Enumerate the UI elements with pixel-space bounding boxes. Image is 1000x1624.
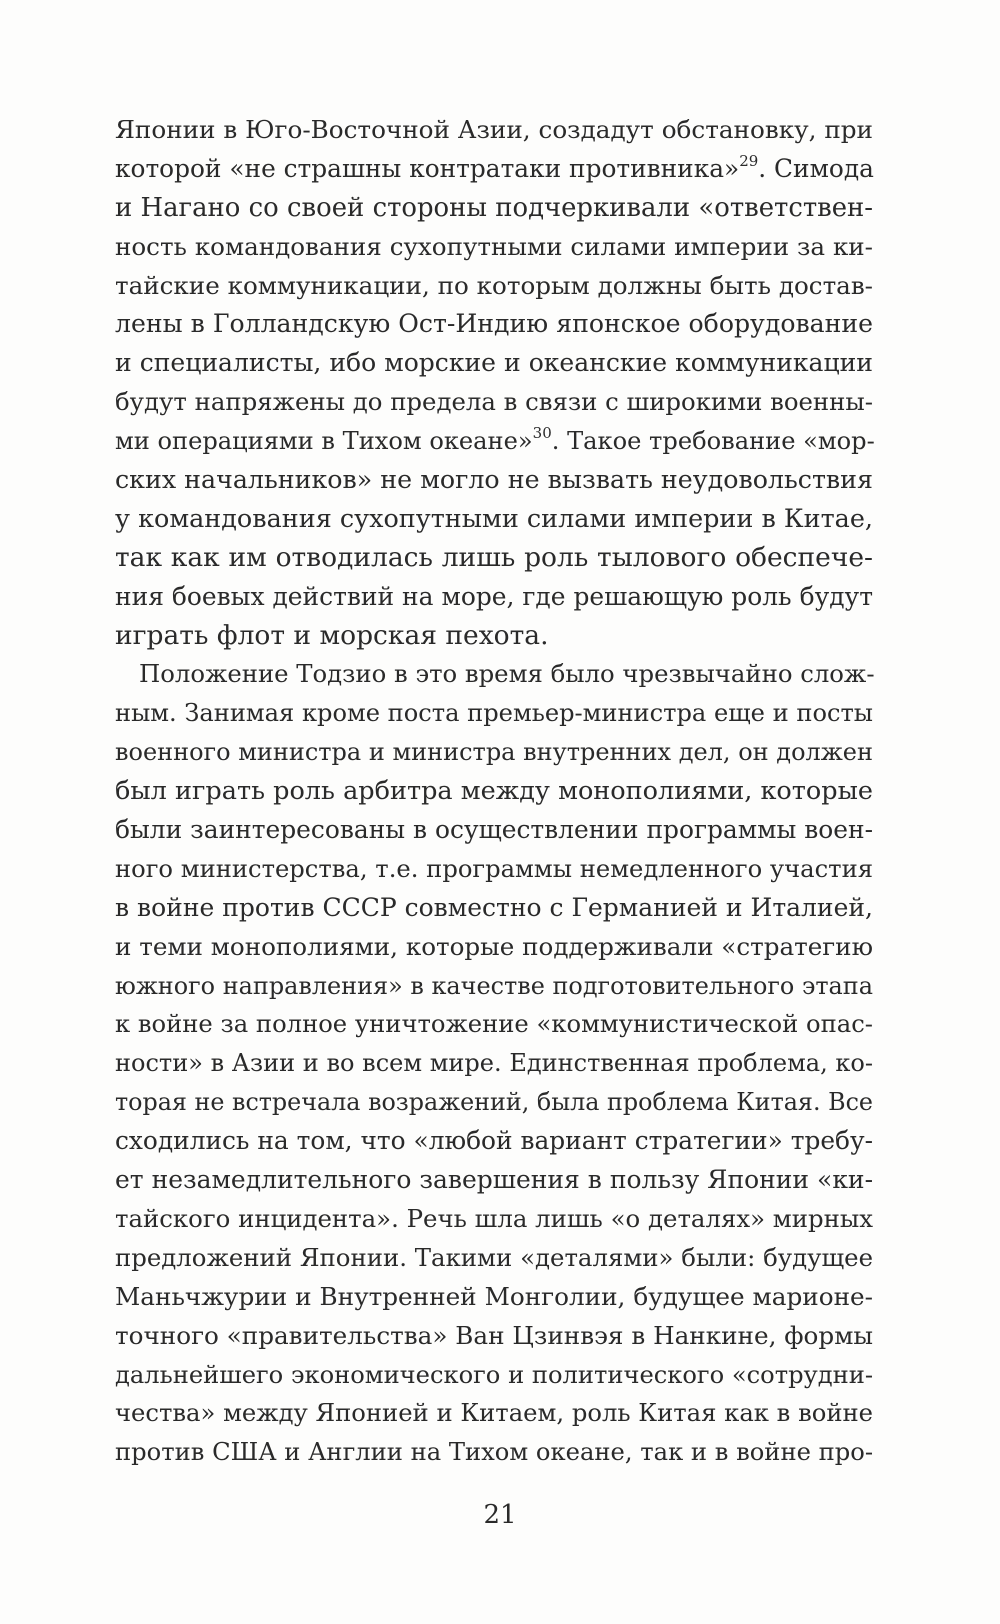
- text-line: ного министерства, т.е. программы немедленного участия: [115, 854, 873, 883]
- text-line: ности» в Азии и во всем мире. Единственная проблема, ко-: [115, 1049, 873, 1078]
- text-fragment: . Симода: [758, 153, 874, 183]
- text-line: Маньчжурии и Внутренней Монголии, будущее марионе-: [115, 1281, 873, 1311]
- text-line: и теми монополиями, которые поддерживали «стратегию: [115, 931, 873, 961]
- text-line: и специалисты, ибо морские и океанские коммуникации: [115, 348, 873, 378]
- text-line: так как им отводилась лишь роль тылового обеспече-: [115, 541, 873, 573]
- text-line: и Нагано со своей стороны подчеркивали «ответствен-: [115, 192, 873, 223]
- text-line: сходились на том, что «любой вариант стратегии» требу-: [115, 1126, 873, 1156]
- text-line: играть флот и морская пехота.: [115, 619, 549, 651]
- text-line: тайского инцидента». Речь шла лишь «о деталях» мирных: [115, 1203, 873, 1233]
- text-line: ет незамедлительного завершения в пользу Японии «ки-: [115, 1165, 873, 1195]
- text-line: был играть роль арбитра между монополиями, которые: [115, 776, 873, 807]
- text-line: [115, 422, 873, 461]
- text-fragment: которой «не страшны контратаки противника»: [115, 153, 740, 183]
- text-fragment: ми операциями в Тихом океане»: [115, 427, 533, 456]
- text-line: против США и Англии на Тихом океане, так и в войне про-: [115, 1438, 873, 1467]
- text-line: в войне против СССР совместно с Германией и Италией,: [115, 892, 873, 922]
- text-line: чества» между Японией и Китаем, роль Китая как в войне: [115, 1398, 873, 1428]
- text-line: тайские коммуникации, по которым должны быть достав-: [115, 270, 873, 300]
- page-number: 21: [483, 1500, 517, 1530]
- text-line: ным. Занимая кроме поста премьер-министра еще и посты: [115, 699, 873, 728]
- body-text: [115, 111, 873, 1472]
- text-line: торая не встречала возражений, была проблема Китая. Все: [115, 1088, 873, 1117]
- text-line: к войне за полное уничтожение «коммунистической опас-: [115, 1009, 873, 1039]
- text-line: Японии в Юго-Восточной Азии, создадут обстановку, при: [115, 115, 873, 144]
- text-fragment: . Такое требование «мор-: [551, 427, 875, 456]
- text-line: точного «правительства» Ван Цзинвэя в Нанкине, формы: [115, 1320, 873, 1350]
- text-line: южного направления» в качестве подготовительного этапа: [115, 971, 873, 1000]
- text-line: ния боевых действий на море, где решающую роль будут: [115, 581, 873, 611]
- text-line: дальнейшего экономического и политического «сотрудни-: [115, 1360, 873, 1389]
- footnote-reference: 30: [532, 424, 552, 443]
- text-line: у командования сухопутными силами империи в Китае,: [115, 503, 873, 534]
- paragraph-first-line: Положение Тодзио в это время было чрезвычайно слож-: [139, 659, 875, 689]
- text-line: предложений Японии. Такими «деталями» были: будущее: [115, 1242, 873, 1272]
- text-line: будут напряжены до предела в связи с широкими военны-: [115, 387, 873, 417]
- text-line: были заинтересованы в осуществлении программы воен-: [115, 815, 873, 845]
- text-line: лены в Голландскую Ост-Индию японское оборудование: [115, 309, 873, 339]
- text-line: ность командования сухопутными силами империи за ки-: [115, 231, 873, 261]
- text-line: [115, 150, 873, 189]
- footnote-reference: 29: [739, 151, 759, 170]
- text-line: военного министра и министра внутренних дел, он должен: [115, 738, 873, 767]
- text-line: ских начальников» не могло не вызвать неудовольствия: [115, 465, 873, 495]
